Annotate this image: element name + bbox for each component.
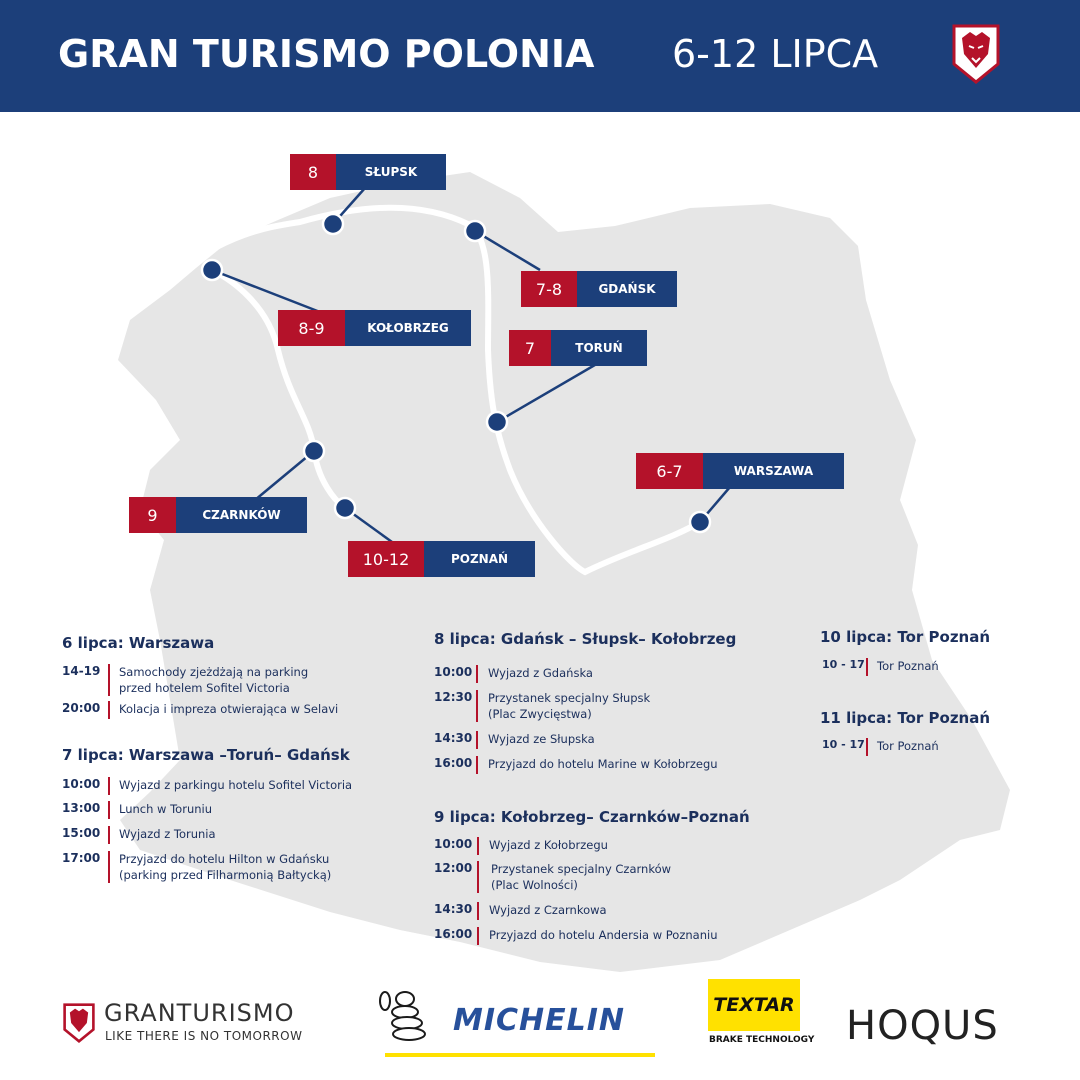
sponsor-bar xyxy=(0,975,1080,1080)
item-time: 16:00 xyxy=(434,756,473,770)
label-days: 7-8 xyxy=(521,271,577,307)
label-days: 9 xyxy=(129,497,176,533)
schedule-day-11 xyxy=(820,709,1040,769)
item-time: 12:00 xyxy=(434,861,473,875)
label-torun xyxy=(509,330,647,366)
item-desc xyxy=(119,664,308,696)
item-line: Przystanek specjalny Czarnków xyxy=(491,862,672,876)
item-time: 12:30 xyxy=(434,690,473,704)
schedule-item xyxy=(434,861,754,895)
item-line: (parking przed Filharmonią Bałtycką) xyxy=(119,868,332,882)
day-heading: 9 lipca: Kołobrzeg– Czarnków–Poznań xyxy=(434,808,750,826)
item-desc: Wyjazd z Kołobrzegu xyxy=(489,838,608,852)
textar-wordmark: TEXTAR xyxy=(713,994,795,1016)
michelin-logo xyxy=(375,989,665,1059)
michelin-yellow-stripe xyxy=(385,1053,655,1057)
item-desc: Wyjazd ze Słupska xyxy=(488,732,595,746)
item-desc: Wyjazd z parkingu hotelu Sofitel Victoria xyxy=(119,778,353,792)
item-divider xyxy=(477,837,479,855)
stop-warszawa xyxy=(690,512,710,532)
stop-slupsk xyxy=(323,214,343,234)
lion-crest-icon xyxy=(950,22,1002,86)
day-heading: 10 lipca: Tor Poznań xyxy=(820,628,991,646)
schedule-item xyxy=(434,837,754,855)
item-divider xyxy=(477,861,479,893)
item-divider xyxy=(108,777,110,795)
granturismo-wordmark: GRANTURISMO xyxy=(104,999,295,1027)
item-divider xyxy=(108,826,110,844)
item-time: 14-19 xyxy=(62,664,101,678)
schedule-item xyxy=(434,665,754,683)
item-time: 10:00 xyxy=(62,777,101,791)
item-time: 16:00 xyxy=(434,927,473,941)
item-divider xyxy=(108,664,110,696)
schedule-item xyxy=(434,756,754,774)
header-bar xyxy=(0,0,1080,112)
item-time: 10 - 17 xyxy=(822,738,865,751)
textar-tagline: BRAKE TECHNOLOGY xyxy=(709,1035,815,1045)
label-city: POZNAŃ xyxy=(424,541,535,577)
textar-badge xyxy=(708,979,800,1031)
item-divider xyxy=(476,665,478,683)
item-divider xyxy=(108,851,110,883)
label-days: 10-12 xyxy=(348,541,424,577)
item-desc: Przyjazd do hotelu Marine w Kołobrzegu xyxy=(488,757,718,771)
schedule-day-8 xyxy=(434,630,764,776)
item-divider xyxy=(866,658,868,676)
day-heading: 6 lipca: Warszawa xyxy=(62,634,215,652)
schedule-day-6 xyxy=(62,634,382,724)
schedule-item xyxy=(434,690,754,724)
item-time: 13:00 xyxy=(62,801,101,815)
day-heading: 7 lipca: Warszawa –Toruń– Gdańsk xyxy=(62,746,350,764)
item-time: 15:00 xyxy=(62,826,101,840)
stop-czarnkow xyxy=(304,441,324,461)
item-time: 17:00 xyxy=(62,851,101,865)
stop-gdansk xyxy=(465,221,485,241)
schedule-day-9 xyxy=(434,808,764,954)
event-dates: 6-12 LIPCA xyxy=(672,32,879,76)
label-days: 7 xyxy=(509,330,551,366)
item-desc xyxy=(119,851,331,883)
item-time: 20:00 xyxy=(62,701,101,715)
label-days: 6-7 xyxy=(636,453,703,489)
item-desc: Przyjazd do hotelu Andersia w Poznaniu xyxy=(489,928,718,942)
granturismo-tagline: LIKE THERE IS NO TOMORROW xyxy=(105,1029,303,1043)
item-divider xyxy=(476,756,478,774)
label-czarnkow xyxy=(129,497,307,533)
schedule-item xyxy=(822,658,1022,676)
schedule-item xyxy=(62,664,362,698)
schedule-item xyxy=(434,927,754,945)
item-desc: Tor Poznań xyxy=(877,739,939,753)
item-desc: Tor Poznań xyxy=(877,659,939,673)
item-line: przed hotelem Sofitel Victoria xyxy=(119,681,290,695)
michelin-wordmark: MICHELIN xyxy=(453,1003,626,1038)
schedule-item xyxy=(822,738,1022,756)
item-desc: Kolacja i impreza otwierająca w Selavi xyxy=(119,702,339,716)
item-time: 10:00 xyxy=(434,837,473,851)
item-divider xyxy=(476,731,478,749)
item-divider xyxy=(108,701,110,719)
schedule-item xyxy=(62,801,382,819)
label-city: TORUŃ xyxy=(551,330,647,366)
label-slupsk xyxy=(290,154,446,190)
item-desc: Wyjazd z Czarnkowa xyxy=(489,903,607,917)
item-line: Samochody zjeżdżają na parking xyxy=(119,665,309,679)
schedule-item xyxy=(434,731,754,749)
day-heading: 8 lipca: Gdańsk – Słupsk– Kołobrzeg xyxy=(434,630,737,648)
item-desc: Wyjazd z Torunia xyxy=(119,827,216,841)
schedule-day-10 xyxy=(820,628,1040,688)
item-line: Przystanek specjalny Słupsk xyxy=(488,691,651,705)
label-gdansk xyxy=(521,271,677,307)
item-time: 10:00 xyxy=(434,665,473,679)
hoqus-logo: HOQUS xyxy=(846,1003,999,1049)
schedule-item xyxy=(434,902,754,920)
schedule-day-7 xyxy=(62,746,402,886)
label-city: WARSZAWA xyxy=(703,453,844,489)
stop-torun xyxy=(487,412,507,432)
label-warszawa xyxy=(636,453,844,489)
label-city: SŁUPSK xyxy=(336,154,446,190)
textar-logo xyxy=(708,979,815,1049)
label-days: 8 xyxy=(290,154,336,190)
item-desc xyxy=(491,861,671,893)
item-time: 14:30 xyxy=(434,902,473,916)
item-divider xyxy=(477,902,479,920)
item-desc: Lunch w Toruniu xyxy=(119,802,213,816)
schedule-item xyxy=(62,777,382,795)
granturismo-logo xyxy=(62,999,332,1049)
item-desc xyxy=(488,690,650,722)
item-line: (Plac Wolności) xyxy=(491,878,578,892)
label-kolobrzeg xyxy=(278,310,471,346)
label-poznan xyxy=(348,541,535,577)
schedule-item xyxy=(62,701,362,719)
item-line: Przyjazd do hotelu Hilton w Gdańsku xyxy=(119,852,330,866)
stop-kolobrzeg xyxy=(202,260,222,280)
item-time: 10 - 17 xyxy=(822,658,865,671)
lion-crest-icon xyxy=(62,1001,96,1045)
item-divider xyxy=(477,927,479,945)
michelin-man-icon xyxy=(375,989,435,1051)
item-desc: Wyjazd z Gdańska xyxy=(488,666,593,680)
item-line: (Plac Zwycięstwa) xyxy=(488,707,592,721)
page-title: GRAN TURISMO POLONIA xyxy=(58,32,595,76)
item-time: 14:30 xyxy=(434,731,473,745)
item-divider xyxy=(866,738,868,756)
item-divider xyxy=(108,801,110,819)
schedule-item xyxy=(62,851,382,885)
item-divider xyxy=(476,690,478,722)
label-city: CZARNKÓW xyxy=(176,497,307,533)
stop-poznan xyxy=(335,498,355,518)
label-days: 8-9 xyxy=(278,310,345,346)
day-heading: 11 lipca: Tor Poznań xyxy=(820,709,991,727)
schedule-item xyxy=(62,826,382,844)
label-city: GDAŃSK xyxy=(577,271,677,307)
label-city: KOŁOBRZEG xyxy=(345,310,471,346)
